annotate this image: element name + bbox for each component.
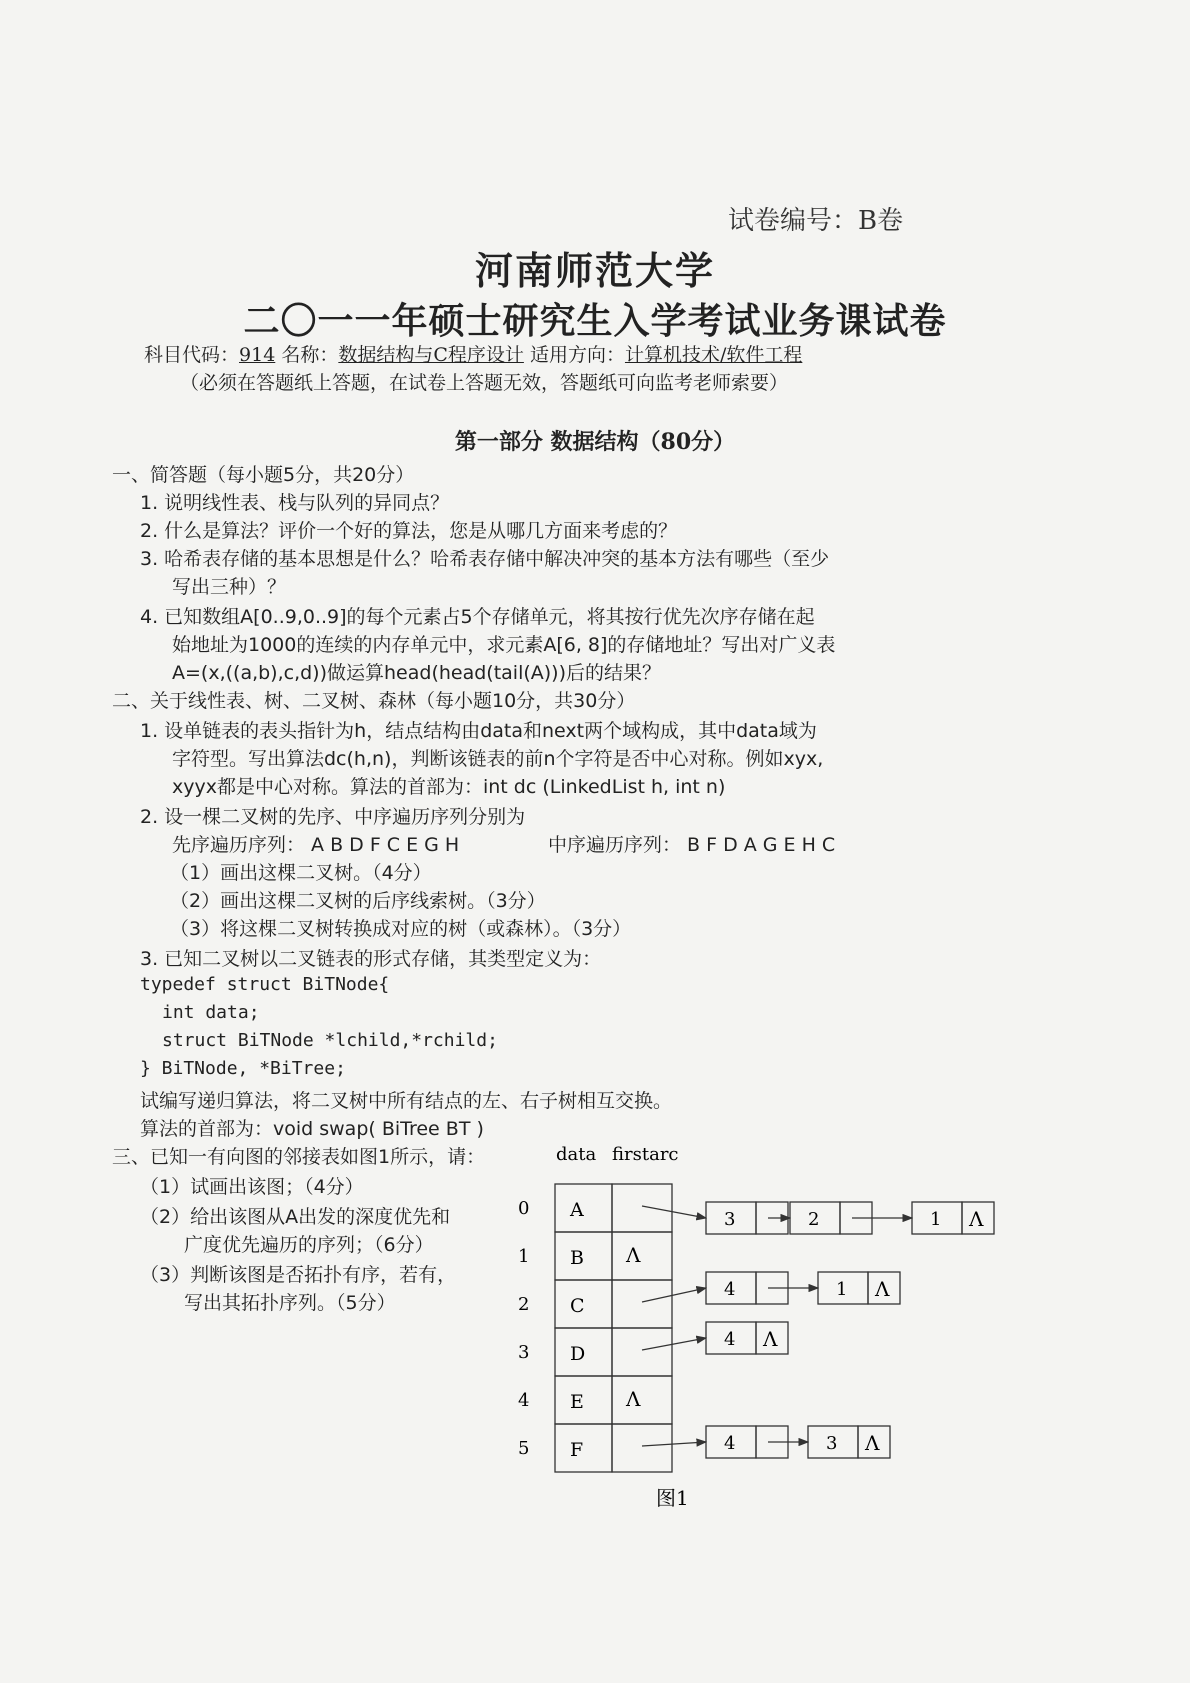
exam-title: 二〇一一年硕士研究生入学考试业务课试卷	[243, 300, 947, 342]
null-pointer-icon: Λ	[626, 1387, 641, 1411]
arc-adjvex: 4	[724, 1279, 736, 1300]
vertex-index: 5	[518, 1438, 530, 1459]
section3-title: 三、已知一有向图的邻接表如图1所示，请：	[112, 1146, 486, 1168]
column-header-firstarc: firstarc	[612, 1144, 679, 1165]
s1-question-4: 4. 已知数组A[0..9,0..9]的每个元素占5个存储单元，将其按行优先次序存储在起	[140, 606, 815, 628]
vertex-data: F	[570, 1439, 584, 1461]
vertex-data: D	[570, 1343, 586, 1365]
s2-question-2: 2. 设一棵二叉树的先序、中序遍历序列分别为	[140, 806, 526, 828]
null-pointer-icon: Λ	[969, 1207, 984, 1231]
s2-q2-part-3: （3）将这棵二叉树转换成对应的树（或森林）。（3分）	[170, 918, 632, 940]
s1-question-4-cont: 始地址为1000的连续的内存单元中，求元素A[6, 8]的存储地址？写出对广义表	[172, 634, 836, 656]
vertex-index: 4	[518, 1390, 530, 1411]
vertex-data: E	[570, 1391, 584, 1413]
s3-part-1: （1）试画出该图；（4分）	[140, 1176, 364, 1198]
s3-part-3-cont: 写出其拓扑序列。（5分）	[184, 1292, 396, 1314]
vertex-data: A	[570, 1199, 584, 1221]
s2-question-1: 1. 设单链表的表头指针为h，结点结构由data和next两个域构成，其中data域为	[140, 720, 817, 742]
figure-caption: 图1	[656, 1486, 689, 1510]
inorder-sequence: 中序遍历序列： B F D A G E H C	[548, 834, 836, 856]
s2-question-1-cont2: xyyx都是中心对称。算法的首部为：int dc (LinkedList h, int n)	[172, 776, 726, 798]
university-name: 河南师范大学	[474, 248, 715, 293]
arc-adjvex: 1	[836, 1279, 848, 1300]
s1-question-2: 2. 什么是算法？评价一个好的算法，您是从哪几方面来考虑的？	[140, 520, 678, 542]
vertex-firstarc-cell	[612, 1328, 672, 1376]
part-title: 第一部分 数据结构（80分）	[454, 429, 736, 455]
arc-adjvex: 4	[724, 1433, 736, 1454]
code-line-1: typedef struct BiTNode{	[140, 974, 390, 995]
paper-serial: 试卷编号：B卷	[728, 206, 904, 236]
answer-note: （必须在答题纸上答题，在试卷上答题无效，答题纸可向监考老师索要）	[180, 372, 789, 394]
subject-code-label: 科目代码：	[144, 344, 240, 366]
vertex-index: 1	[518, 1246, 530, 1267]
subject-name: 数据结构与C程序设计	[338, 344, 524, 366]
vertex-data: B	[570, 1247, 584, 1269]
vertex-firstarc-cell	[612, 1280, 672, 1328]
s2-q2-part-1: （1）画出这棵二叉树。（4分）	[170, 862, 432, 884]
s2-question-3-task: 试编写递归算法，将二叉树中所有结点的左、右子树相互交换。	[140, 1090, 673, 1112]
subject-name-label: 名称：	[281, 344, 339, 366]
direction-label: 适用方向：	[529, 344, 625, 366]
s2-question-1-cont: 字符型。写出算法dc(h,n)，判断该链表的前n个字符是否中心对称。例如xyx,	[172, 748, 824, 770]
null-pointer-icon: Λ	[626, 1243, 641, 1267]
null-pointer-icon: Λ	[875, 1277, 890, 1301]
null-pointer-icon: Λ	[763, 1327, 778, 1351]
vertex-data-cell	[555, 1424, 612, 1472]
section1-title: 一、简答题（每小题5分，共20分）	[112, 464, 415, 486]
s2-question-3: 3. 已知二叉树以二叉链表的形式存储，其类型定义为：	[140, 948, 602, 970]
arc-adjvex: 3	[724, 1209, 736, 1230]
s3-part-2: （2）给出该图从A出发的深度优先和	[140, 1206, 451, 1228]
arc-pointer	[642, 1442, 706, 1446]
arc-adjvex: 3	[826, 1433, 838, 1454]
vertex-firstarc-cell	[612, 1376, 672, 1424]
code-line-2: int data;	[162, 1002, 260, 1023]
s2-question-3-header: 算法的首部为：void swap( BiTree BT )	[140, 1118, 484, 1140]
s3-part-3: （3）判断该图是否拓扑有序，若有，	[140, 1264, 457, 1286]
arc-pointer	[642, 1338, 706, 1350]
s1-question-4-cont2: A=(x,((a,b),c,d))做运算head(head(tail(A)))后的结果？	[172, 662, 661, 684]
vertex-firstarc-cell	[612, 1232, 672, 1280]
arc-pointer	[642, 1206, 706, 1218]
vertex-data: C	[570, 1295, 585, 1317]
s2-q2-part-2: （2）画出这棵二叉树的后序线索树。（3分）	[170, 890, 546, 912]
vertex-firstarc-cell	[612, 1184, 672, 1232]
vertex-index: 3	[518, 1342, 530, 1363]
preorder-sequence: 先序遍历序列： A B D F C E G H	[172, 834, 460, 856]
direction: 计算机技术/软件工程	[624, 344, 803, 366]
s1-question-1: 1. 说明线性表、栈与队列的异同点？	[140, 492, 450, 514]
arc-adjvex: 2	[808, 1209, 820, 1230]
s1-question-3: 3. 哈希表存储的基本思想是什么？哈希表存储中解决冲突的基本方法有哪些（至少	[140, 548, 830, 570]
null-pointer-icon: Λ	[865, 1431, 880, 1455]
vertex-index: 2	[518, 1294, 530, 1315]
vertex-firstarc-cell	[612, 1424, 672, 1472]
s1-question-3-cont: 写出三种）？	[172, 576, 287, 598]
subject-code: 914	[239, 344, 276, 366]
arc-adjvex: 1	[930, 1209, 942, 1230]
arc-adjvex: 4	[724, 1329, 736, 1350]
arc-pointer	[642, 1288, 706, 1302]
s3-part-2-cont: 广度优先遍历的序列；（6分）	[184, 1234, 434, 1256]
code-line-4: } BiTNode, *BiTree;	[140, 1058, 346, 1079]
code-line-3: struct BiTNode *lchild,*rchild;	[162, 1030, 498, 1051]
column-header-data: data	[556, 1144, 597, 1165]
vertex-index: 0	[518, 1198, 530, 1219]
section2-title: 二、关于线性表、树、二叉树、森林（每小题10分，共30分）	[112, 690, 636, 712]
